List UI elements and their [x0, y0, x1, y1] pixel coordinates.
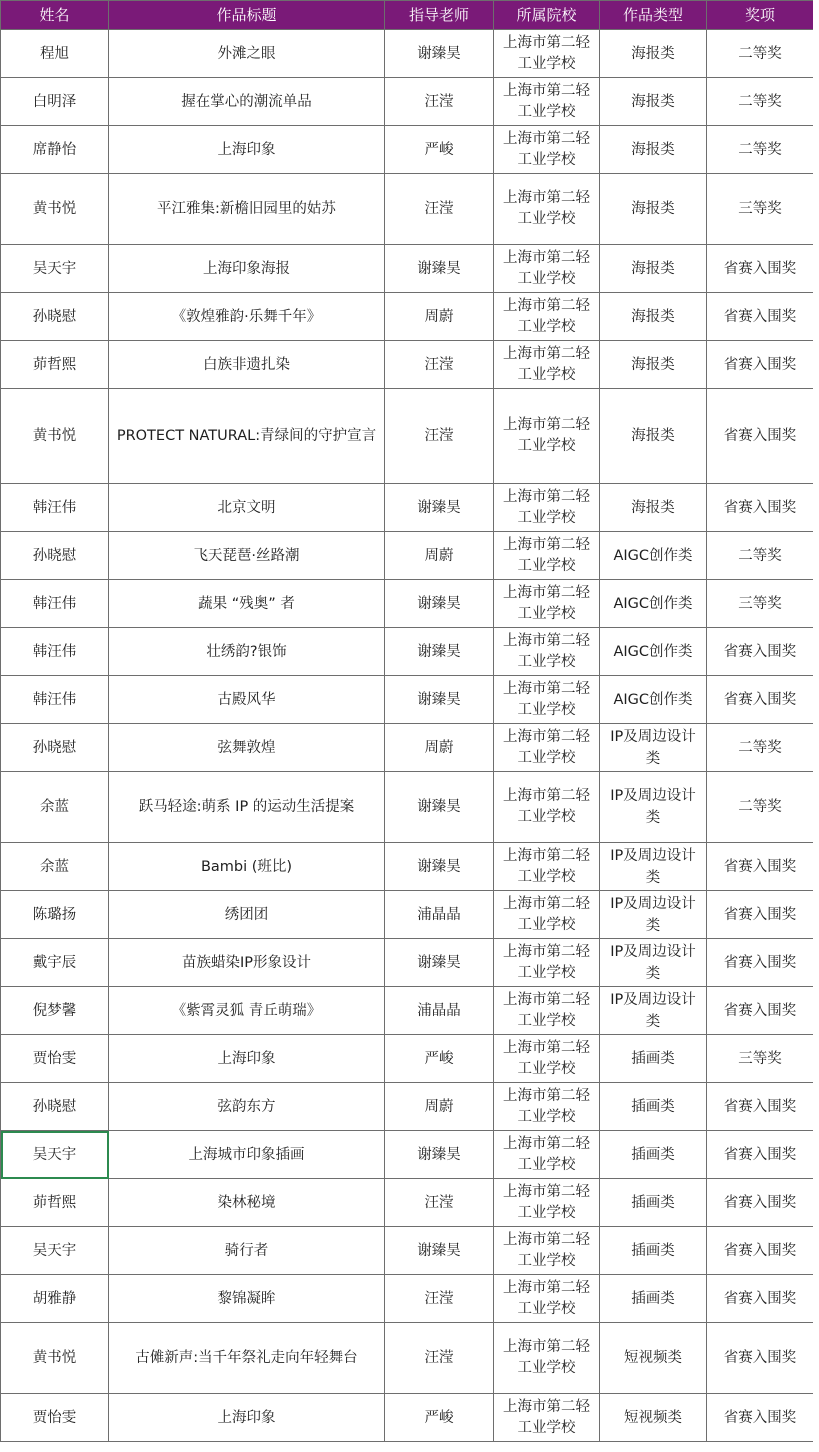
cell-school[interactable]: 上海市第二轻工业学校	[494, 1227, 600, 1275]
table-row	[1, 1131, 814, 1179]
cell-award[interactable]: 二等奖	[707, 532, 814, 580]
column-header-title[interactable]: 作品标题	[109, 1, 385, 30]
cell-award[interactable]: 二等奖	[707, 78, 814, 126]
cell-title[interactable]: 外滩之眼	[109, 30, 385, 78]
cell-award[interactable]: 省赛入围奖	[707, 1179, 814, 1227]
cell-teacher[interactable]: 汪滢	[385, 1275, 494, 1323]
cell-award[interactable]: 省赛入围奖	[707, 293, 814, 341]
table-row	[1, 772, 814, 843]
page-edge	[813, 0, 819, 1452]
cell-school[interactable]: 上海市第二轻工业学校	[494, 1275, 600, 1323]
cell-name[interactable]: 孙晓慰	[1, 724, 109, 772]
cell-name[interactable]: 韩汪伟	[1, 484, 109, 532]
cell-teacher[interactable]: 谢臻昊	[385, 484, 494, 532]
cell-teacher[interactable]: 周蔚	[385, 532, 494, 580]
table-row	[1, 532, 814, 580]
table-row	[1, 891, 814, 939]
cell-type[interactable]: IP及周边设计类	[600, 939, 707, 987]
cell-title[interactable]: 骑行者	[109, 1227, 385, 1275]
cell-award[interactable]: 省赛入围奖	[707, 628, 814, 676]
cell-type[interactable]: IP及周边设计类	[600, 891, 707, 939]
cell-award[interactable]: 省赛入围奖	[707, 245, 814, 293]
cell-name[interactable]: 余蓝	[1, 772, 109, 843]
cell-name[interactable]: 黄书悦	[1, 389, 109, 484]
table-row	[1, 1179, 814, 1227]
cell-name[interactable]: 贾怡雯	[1, 1035, 109, 1083]
column-header-type[interactable]: 作品类型	[600, 1, 707, 30]
cell-title[interactable]: 上海城市印象插画	[109, 1131, 385, 1179]
cell-teacher[interactable]: 汪滢	[385, 1323, 494, 1394]
cell-award[interactable]: 省赛入围奖	[707, 843, 814, 891]
cell-teacher[interactable]: 严峻	[385, 1394, 494, 1442]
cell-school[interactable]: 上海市第二轻工业学校	[494, 484, 600, 532]
cell-title[interactable]: 北京文明	[109, 484, 385, 532]
cell-award[interactable]: 二等奖	[707, 126, 814, 174]
cell-award[interactable]: 省赛入围奖	[707, 1323, 814, 1394]
cell-teacher[interactable]: 谢臻昊	[385, 676, 494, 724]
cell-name[interactable]: 陈璐扬	[1, 891, 109, 939]
cell-teacher[interactable]: 汪滢	[385, 1179, 494, 1227]
cell-name[interactable]: 戴宇辰	[1, 939, 109, 987]
cell-type[interactable]: 海报类	[600, 30, 707, 78]
cell-type[interactable]: IP及周边设计类	[600, 772, 707, 843]
cell-school[interactable]: 上海市第二轻工业学校	[494, 1179, 600, 1227]
table-row	[1, 1083, 814, 1131]
cell-title[interactable]: 弦舞敦煌	[109, 724, 385, 772]
cell-school[interactable]: 上海市第二轻工业学校	[494, 987, 600, 1035]
cell-award[interactable]: 省赛入围奖	[707, 1394, 814, 1442]
table-row	[1, 126, 814, 174]
cell-title[interactable]: 上海印象	[109, 1394, 385, 1442]
cell-award[interactable]: 省赛入围奖	[707, 987, 814, 1035]
cell-type[interactable]: AIGC创作类	[600, 676, 707, 724]
table-row	[1, 484, 814, 532]
cell-school[interactable]: 上海市第二轻工业学校	[494, 293, 600, 341]
cell-teacher[interactable]: 谢臻昊	[385, 1227, 494, 1275]
table-row	[1, 30, 814, 78]
cell-title[interactable]: 《敦煌雅韵·乐舞千年》	[109, 293, 385, 341]
cell-teacher[interactable]: 严峻	[385, 1035, 494, 1083]
cell-award[interactable]: 省赛入围奖	[707, 891, 814, 939]
column-header-teacher[interactable]: 指导老师	[385, 1, 494, 30]
cell-type[interactable]: 海报类	[600, 174, 707, 245]
cell-school[interactable]: 上海市第二轻工业学校	[494, 580, 600, 628]
cell-title[interactable]: 弦韵东方	[109, 1083, 385, 1131]
cell-school[interactable]: 上海市第二轻工业学校	[494, 389, 600, 484]
cell-type[interactable]: 海报类	[600, 341, 707, 389]
table-row	[1, 174, 814, 245]
cell-name[interactable]: 贾怡雯	[1, 1394, 109, 1442]
cell-type[interactable]: 海报类	[600, 484, 707, 532]
table-body	[1, 30, 814, 1442]
cell-award[interactable]: 省赛入围奖	[707, 676, 814, 724]
column-header-award[interactable]: 奖项	[707, 1, 814, 30]
cell-title[interactable]: 飞天琵琶·丝路潮	[109, 532, 385, 580]
cell-teacher[interactable]: 汪滢	[385, 174, 494, 245]
cell-title[interactable]: 绣团团	[109, 891, 385, 939]
cell-name[interactable]: 茆哲熙	[1, 341, 109, 389]
cell-name[interactable]: 孙晓慰	[1, 293, 109, 341]
cell-type[interactable]: 海报类	[600, 126, 707, 174]
cell-school[interactable]: 上海市第二轻工业学校	[494, 891, 600, 939]
cell-teacher[interactable]: 谢臻昊	[385, 772, 494, 843]
cell-school[interactable]: 上海市第二轻工业学校	[494, 126, 600, 174]
table-row	[1, 341, 814, 389]
table-row	[1, 1323, 814, 1394]
cell-type[interactable]: 海报类	[600, 389, 707, 484]
cell-teacher[interactable]: 周蔚	[385, 293, 494, 341]
cell-type[interactable]: 海报类	[600, 293, 707, 341]
cell-school[interactable]: 上海市第二轻工业学校	[494, 245, 600, 293]
cell-title[interactable]: 《紫霄灵狐 青丘萌瑞》	[109, 987, 385, 1035]
table-row	[1, 580, 814, 628]
cell-title[interactable]: Bambi (班比)	[109, 843, 385, 891]
cell-school[interactable]: 上海市第二轻工业学校	[494, 1131, 600, 1179]
cell-title[interactable]: 握在掌心的潮流单品	[109, 78, 385, 126]
cell-title[interactable]: 壮绣韵?银饰	[109, 628, 385, 676]
cell-name[interactable]: 黄书悦	[1, 174, 109, 245]
table-row	[1, 78, 814, 126]
header-row	[1, 1, 814, 30]
cell-name[interactable]: 余蓝	[1, 843, 109, 891]
cell-name-selected[interactable]: 吴天宇	[1, 1131, 109, 1179]
table-row	[1, 987, 814, 1035]
cell-title[interactable]: 黎锦凝眸	[109, 1275, 385, 1323]
cell-award[interactable]: 二等奖	[707, 772, 814, 843]
cell-award[interactable]: 省赛入围奖	[707, 389, 814, 484]
table-row	[1, 389, 814, 484]
cell-award[interactable]: 省赛入围奖	[707, 1083, 814, 1131]
cell-award[interactable]: 三等奖	[707, 1035, 814, 1083]
cell-award[interactable]: 省赛入围奖	[707, 939, 814, 987]
cell-type[interactable]: 插画类	[600, 1179, 707, 1227]
cell-title[interactable]: 跃马轻途:萌系 IP 的运动生活提案	[109, 772, 385, 843]
table-row	[1, 293, 814, 341]
table-row	[1, 628, 814, 676]
cell-title[interactable]: 白族非遗扎染	[109, 341, 385, 389]
cell-award[interactable]: 二等奖	[707, 724, 814, 772]
cell-title[interactable]: 蔬果 “残奥” 者	[109, 580, 385, 628]
cell-title[interactable]: 苗族蜡染IP形象设计	[109, 939, 385, 987]
cell-school[interactable]: 上海市第二轻工业学校	[494, 939, 600, 987]
cell-name[interactable]: 白明泽	[1, 78, 109, 126]
cell-school[interactable]: 上海市第二轻工业学校	[494, 724, 600, 772]
cell-award[interactable]: 省赛入围奖	[707, 1275, 814, 1323]
cell-name[interactable]: 茆哲熙	[1, 1179, 109, 1227]
cell-school[interactable]: 上海市第二轻工业学校	[494, 1394, 600, 1442]
cell-school[interactable]: 上海市第二轻工业学校	[494, 843, 600, 891]
cell-name[interactable]: 程旭	[1, 30, 109, 78]
cell-teacher[interactable]: 汪滢	[385, 341, 494, 389]
cell-teacher[interactable]: 谢臻昊	[385, 939, 494, 987]
cell-teacher[interactable]: 谢臻昊	[385, 245, 494, 293]
cell-type[interactable]: IP及周边设计类	[600, 987, 707, 1035]
cell-type[interactable]: 短视频类	[600, 1394, 707, 1442]
cell-type[interactable]: AIGC创作类	[600, 628, 707, 676]
cell-title[interactable]: 上海印象海报	[109, 245, 385, 293]
table-row	[1, 1394, 814, 1442]
cell-school[interactable]: 上海市第二轻工业学校	[494, 628, 600, 676]
cell-type[interactable]: 插画类	[600, 1083, 707, 1131]
cell-award[interactable]: 三等奖	[707, 580, 814, 628]
cell-type[interactable]: 插画类	[600, 1275, 707, 1323]
cell-title[interactable]: 平江雅集:新檐旧园里的姑苏	[109, 174, 385, 245]
cell-teacher[interactable]: 周蔚	[385, 1083, 494, 1131]
cell-title[interactable]: PROTECT NATURAL:青绿间的守护宣言	[109, 389, 385, 484]
cell-school[interactable]: 上海市第二轻工业学校	[494, 78, 600, 126]
cell-name[interactable]: 孙晓慰	[1, 532, 109, 580]
cell-school[interactable]: 上海市第二轻工业学校	[494, 772, 600, 843]
cell-type[interactable]: 插画类	[600, 1131, 707, 1179]
cell-teacher[interactable]: 汪滢	[385, 78, 494, 126]
cell-award[interactable]: 省赛入围奖	[707, 1131, 814, 1179]
table-row	[1, 1275, 814, 1323]
cell-name[interactable]: 吴天宇	[1, 245, 109, 293]
cell-type[interactable]: 插画类	[600, 1227, 707, 1275]
cell-name[interactable]: 韩汪伟	[1, 580, 109, 628]
cell-teacher[interactable]: 谢臻昊	[385, 30, 494, 78]
cell-type[interactable]: 插画类	[600, 1035, 707, 1083]
cell-teacher[interactable]: 严峻	[385, 126, 494, 174]
cell-name[interactable]: 席静怡	[1, 126, 109, 174]
cell-name[interactable]: 吴天宇	[1, 1227, 109, 1275]
table-row	[1, 676, 814, 724]
cell-award[interactable]: 三等奖	[707, 174, 814, 245]
cell-teacher[interactable]: 谢臻昊	[385, 843, 494, 891]
column-header-name[interactable]: 姓名	[1, 1, 109, 30]
cell-award[interactable]: 省赛入围奖	[707, 341, 814, 389]
cell-teacher[interactable]: 浦晶晶	[385, 891, 494, 939]
cell-type[interactable]: IP及周边设计类	[600, 843, 707, 891]
table-row	[1, 939, 814, 987]
cell-name[interactable]: 韩汪伟	[1, 628, 109, 676]
cell-type[interactable]: 海报类	[600, 245, 707, 293]
cell-teacher[interactable]: 谢臻昊	[385, 580, 494, 628]
cell-school[interactable]: 上海市第二轻工业学校	[494, 1035, 600, 1083]
cell-school[interactable]: 上海市第二轻工业学校	[494, 532, 600, 580]
cell-type[interactable]: AIGC创作类	[600, 532, 707, 580]
cell-type[interactable]: 海报类	[600, 78, 707, 126]
cell-title[interactable]: 古殿风华	[109, 676, 385, 724]
cell-school[interactable]: 上海市第二轻工业学校	[494, 341, 600, 389]
cell-name[interactable]: 倪梦馨	[1, 987, 109, 1035]
cell-type[interactable]: AIGC创作类	[600, 580, 707, 628]
cell-school[interactable]: 上海市第二轻工业学校	[494, 676, 600, 724]
cell-award[interactable]: 省赛入围奖	[707, 484, 814, 532]
table-row	[1, 245, 814, 293]
cell-award[interactable]: 省赛入围奖	[707, 1227, 814, 1275]
cell-school[interactable]: 上海市第二轻工业学校	[494, 174, 600, 245]
cell-school[interactable]: 上海市第二轻工业学校	[494, 30, 600, 78]
cell-name[interactable]: 胡雅静	[1, 1275, 109, 1323]
cell-teacher[interactable]: 周蔚	[385, 724, 494, 772]
cell-school[interactable]: 上海市第二轻工业学校	[494, 1323, 600, 1394]
cell-type[interactable]: 短视频类	[600, 1323, 707, 1394]
cell-teacher[interactable]: 汪滢	[385, 389, 494, 484]
table-row	[1, 1035, 814, 1083]
table-row	[1, 724, 814, 772]
cell-title[interactable]: 染林秘境	[109, 1179, 385, 1227]
cell-teacher[interactable]: 浦晶晶	[385, 987, 494, 1035]
cell-school[interactable]: 上海市第二轻工业学校	[494, 1083, 600, 1131]
cell-teacher[interactable]: 谢臻昊	[385, 628, 494, 676]
cell-title[interactable]: 上海印象	[109, 126, 385, 174]
cell-title[interactable]: 上海印象	[109, 1035, 385, 1083]
table-row	[1, 1227, 814, 1275]
cell-name[interactable]: 黄书悦	[1, 1323, 109, 1394]
cell-name[interactable]: 孙晓慰	[1, 1083, 109, 1131]
cell-teacher[interactable]: 谢臻昊	[385, 1131, 494, 1179]
table-row	[1, 843, 814, 891]
cell-name[interactable]: 韩汪伟	[1, 676, 109, 724]
cell-type[interactable]: IP及周边设计类	[600, 724, 707, 772]
cell-title[interactable]: 古傩新声:当千年祭礼走向年轻舞台	[109, 1323, 385, 1394]
cell-award[interactable]: 二等奖	[707, 30, 814, 78]
column-header-school[interactable]: 所属院校	[494, 1, 600, 30]
